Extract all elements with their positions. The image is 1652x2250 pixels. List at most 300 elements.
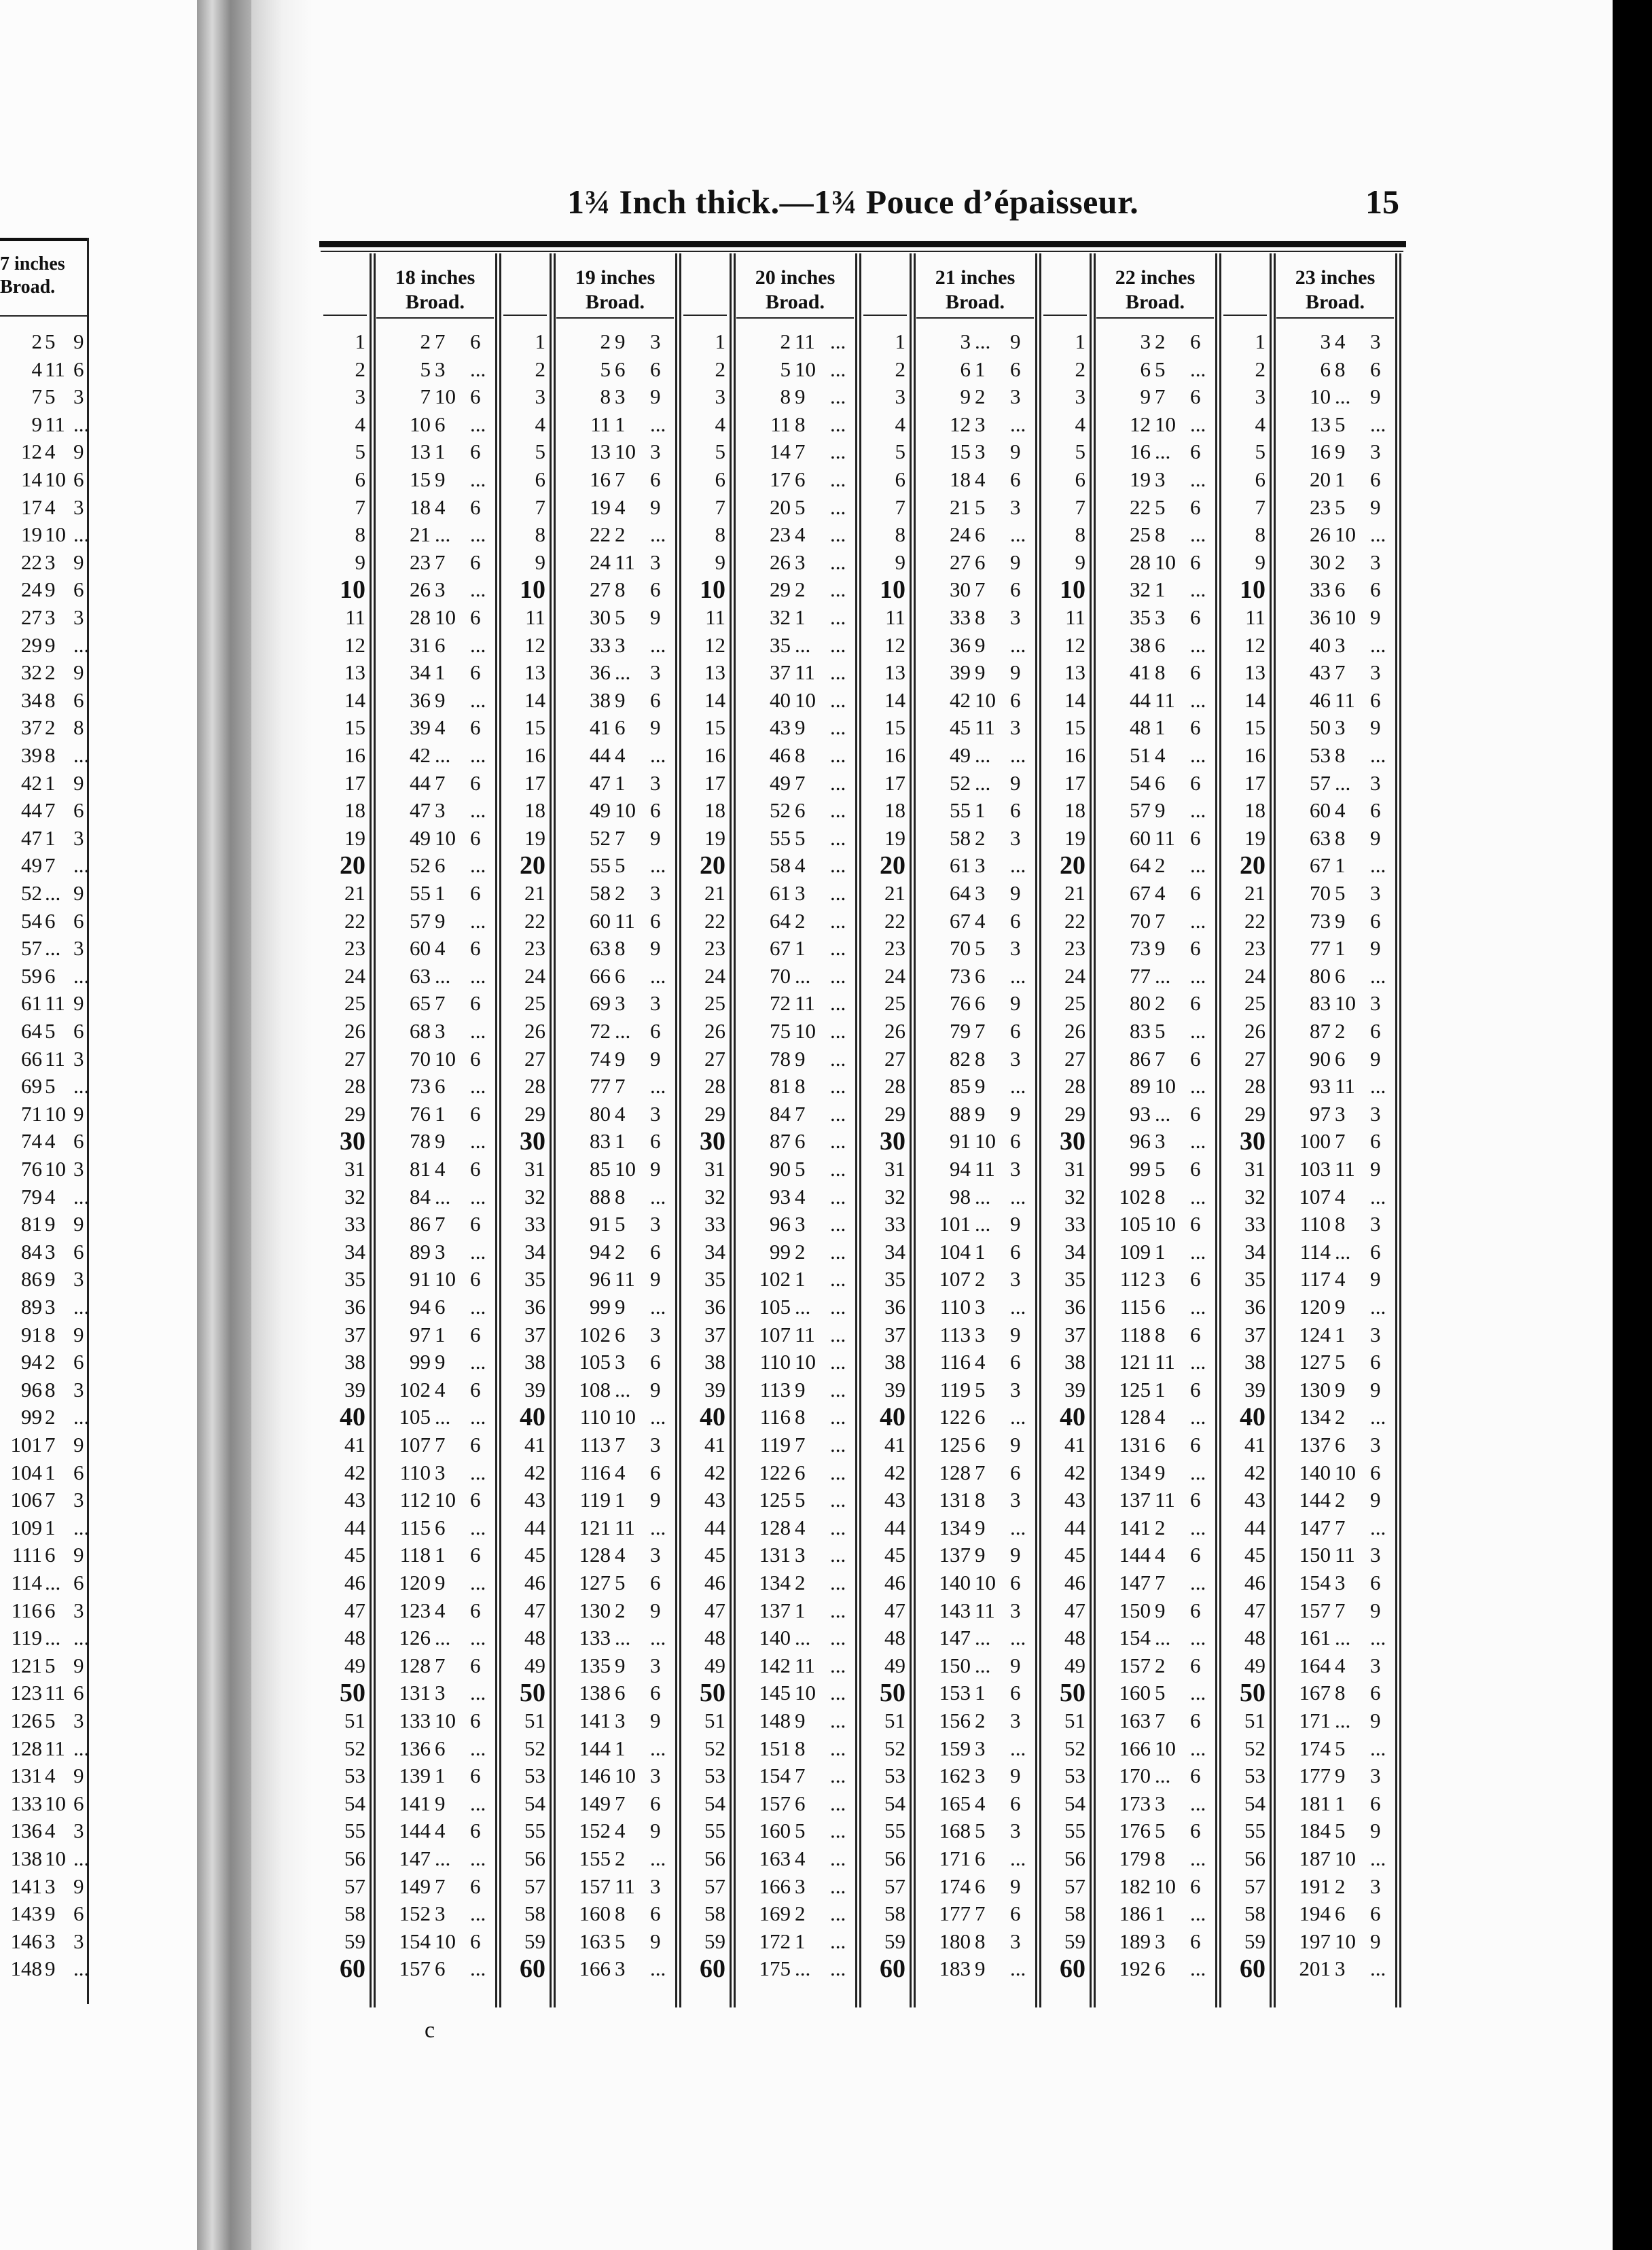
row-number: 4: [535, 412, 545, 436]
row-number: 11: [705, 605, 725, 629]
row-number: 10: [340, 575, 365, 605]
value-twelfths: 6: [1370, 798, 1381, 823]
value-inches: 8: [615, 1184, 626, 1209]
row-number: 57: [704, 1874, 725, 1898]
value-inches: 8: [45, 688, 56, 712]
value-twelfths: 3: [1010, 1598, 1021, 1622]
value-twelfths: 6: [1370, 1129, 1381, 1154]
value-feet: 8: [600, 385, 611, 409]
value-feet: 131: [399, 1681, 431, 1705]
value-twelfths: 6: [1370, 688, 1381, 712]
value-feet: 166: [579, 1957, 611, 1981]
row-number: 9: [1255, 550, 1265, 574]
row-number: 40: [1240, 1403, 1265, 1432]
row-number: 33: [1064, 1212, 1085, 1236]
value-twelfths: ...: [1190, 688, 1206, 712]
value-feet: 61: [770, 881, 791, 905]
value-inches: 4: [615, 1460, 626, 1484]
value-inches: 9: [795, 1709, 806, 1732]
value-twelfths: ...: [830, 715, 846, 740]
value-twelfths: 6: [1190, 881, 1201, 905]
value-inches: 11: [45, 1046, 65, 1071]
row-number: 36: [524, 1295, 545, 1319]
value-feet: 99: [590, 1295, 611, 1319]
value-twelfths: ...: [830, 1322, 846, 1346]
value-twelfths: ...: [650, 1074, 666, 1099]
value-twelfths: ...: [470, 1129, 486, 1154]
row-number: 14: [524, 688, 545, 712]
row-number: 36: [1064, 1295, 1085, 1319]
row-number: 14: [884, 688, 905, 712]
value-feet: 141: [579, 1709, 611, 1732]
value-twelfths: 9: [73, 1764, 84, 1788]
value-twelfths: 3: [73, 1819, 84, 1843]
value-feet: 144: [579, 1736, 611, 1760]
value-feet: 17: [21, 495, 42, 519]
value-twelfths: ...: [1010, 1846, 1026, 1870]
row-number: 46: [1244, 1571, 1265, 1594]
row-number: 27: [884, 1046, 905, 1071]
value-feet: 54: [21, 908, 42, 933]
value-feet: 91: [950, 1129, 971, 1154]
row-number: 51: [1244, 1709, 1265, 1732]
value-feet: 12: [950, 412, 971, 436]
row-number: 42: [1064, 1460, 1085, 1484]
value-twelfths: ...: [830, 1929, 846, 1953]
value-feet: 65: [410, 991, 431, 1016]
value-feet: 77: [1130, 963, 1151, 988]
value-feet: 86: [410, 1212, 431, 1236]
value-feet: 94: [410, 1295, 431, 1319]
value-twelfths: 6: [650, 1901, 661, 1926]
value-twelfths: 6: [1190, 991, 1201, 1016]
row-number: 24: [344, 963, 365, 988]
value-twelfths: ...: [1190, 1515, 1206, 1539]
value-twelfths: 9: [73, 329, 84, 353]
value-inches: 7: [435, 1874, 446, 1898]
value-twelfths: 6: [1010, 467, 1021, 491]
value-feet: 137: [1299, 1433, 1331, 1457]
value-feet: 74: [590, 1046, 611, 1071]
column-rule: [495, 253, 497, 2007]
value-twelfths: 6: [470, 1598, 481, 1622]
value-twelfths: ...: [1010, 963, 1026, 988]
value-twelfths: 6: [650, 1019, 661, 1043]
value-twelfths: 9: [650, 1377, 661, 1401]
value-feet: 110: [1299, 1212, 1331, 1236]
value-feet: 89: [410, 1239, 431, 1264]
value-twelfths: ...: [470, 1736, 486, 1760]
value-inches: 11: [615, 1267, 635, 1291]
row-number: 38: [524, 1350, 545, 1374]
value-twelfths: ...: [830, 440, 846, 464]
value-twelfths: 9: [650, 1709, 661, 1732]
row-number: 24: [1244, 963, 1265, 988]
previous-page: [0, 0, 204, 2250]
value-inches: 4: [435, 1598, 446, 1622]
row-number: 41: [1064, 1433, 1085, 1457]
value-feet: 120: [399, 1571, 431, 1594]
row-number: 12: [344, 632, 365, 657]
value-inches: 10: [435, 825, 456, 850]
value-twelfths: ...: [1370, 1405, 1386, 1429]
value-inches: 4: [1335, 1653, 1346, 1677]
value-inches: 4: [975, 1791, 986, 1815]
value-inches: 6: [1335, 1901, 1346, 1926]
row-number: 10: [700, 575, 725, 605]
row-number: 55: [344, 1819, 365, 1843]
value-twelfths: ...: [830, 1515, 846, 1539]
value-inches: 2: [795, 908, 806, 933]
row-number: 47: [1064, 1598, 1085, 1622]
value-inches: 5: [795, 1488, 806, 1512]
value-feet: 91: [410, 1267, 431, 1291]
row-number: 18: [344, 798, 365, 823]
row-number: 15: [704, 715, 725, 740]
value-inches: ...: [975, 1626, 991, 1650]
value-feet: 3: [960, 329, 971, 353]
value-inches: 3: [795, 1212, 806, 1236]
row-number: 49: [1244, 1653, 1265, 1677]
row-number: 41: [1244, 1433, 1265, 1457]
value-inches: 10: [435, 1267, 456, 1291]
value-inches: 9: [975, 632, 986, 657]
row-number: 20: [1060, 851, 1085, 880]
value-inches: 8: [1335, 743, 1346, 767]
value-twelfths: 6: [73, 688, 84, 712]
value-twelfths: ...: [1010, 1626, 1026, 1650]
value-feet: 38: [1130, 632, 1151, 657]
value-inches: 8: [1335, 357, 1346, 381]
value-inches: 2: [615, 1239, 626, 1264]
row-number: 23: [524, 936, 545, 961]
value-twelfths: ...: [830, 357, 846, 381]
value-twelfths: 9: [73, 1101, 84, 1126]
value-inches: 5: [45, 1709, 56, 1732]
value-inches: 1: [45, 1460, 56, 1484]
value-inches: 2: [975, 1709, 986, 1732]
value-twelfths: 6: [470, 1101, 481, 1126]
row-number: 22: [1064, 908, 1085, 933]
value-inches: 5: [45, 329, 56, 353]
value-twelfths: 6: [650, 577, 661, 602]
value-twelfths: ...: [650, 1736, 666, 1760]
row-number: 36: [704, 1295, 725, 1319]
value-feet: 123: [10, 1681, 42, 1705]
value-twelfths: 9: [1010, 1874, 1021, 1898]
value-inches: 4: [435, 1377, 446, 1401]
page-title: 1¾ Inch thick.—1¾ Pouce d’épaisseur.: [567, 183, 1139, 221]
value-inches: 11: [615, 1874, 635, 1898]
value-inches: 1: [1335, 1322, 1346, 1346]
row-number: 11: [885, 605, 905, 629]
value-twelfths: ...: [470, 467, 486, 491]
row-number: 20: [520, 851, 545, 880]
row-number: 40: [700, 1403, 725, 1432]
value-twelfths: 3: [650, 440, 661, 464]
value-inches: 5: [45, 385, 56, 409]
value-feet: 10: [410, 412, 431, 436]
row-number: 60: [700, 1954, 725, 1984]
value-inches: 9: [435, 688, 446, 712]
row-number: 31: [524, 1157, 545, 1181]
value-inches: 3: [975, 881, 986, 905]
value-twelfths: ...: [470, 798, 486, 823]
column-heading-line: Broad.: [766, 291, 825, 313]
value-inches: 10: [1155, 550, 1176, 574]
value-twelfths: 6: [1190, 660, 1201, 685]
value-feet: 125: [759, 1488, 791, 1512]
value-inches: 2: [795, 1571, 806, 1594]
value-twelfths: ...: [470, 522, 486, 547]
value-inches: 9: [435, 1571, 446, 1594]
value-twelfths: 3: [1010, 385, 1021, 409]
value-twelfths: 9: [1010, 1212, 1021, 1236]
row-number: 30: [1060, 1127, 1085, 1156]
value-inches: 1: [1155, 1377, 1166, 1401]
value-twelfths: ...: [1010, 632, 1026, 657]
row-number: 3: [1075, 385, 1085, 409]
value-inches: 8: [795, 743, 806, 767]
value-feet: 78: [770, 1046, 791, 1071]
value-inches: 5: [1335, 1350, 1346, 1374]
row-number: 48: [884, 1626, 905, 1650]
value-twelfths: ...: [830, 853, 846, 878]
row-number: 15: [524, 715, 545, 740]
value-feet: 4: [31, 357, 42, 381]
row-number: 29: [704, 1101, 725, 1126]
value-inches: 9: [1155, 936, 1166, 961]
value-twelfths: ...: [73, 1515, 90, 1539]
value-twelfths: 6: [470, 1046, 481, 1071]
value-feet: 55: [590, 853, 611, 878]
value-feet: 79: [21, 1184, 42, 1209]
value-twelfths: 6: [1010, 577, 1021, 602]
value-feet: 84: [770, 1101, 791, 1126]
value-twelfths: ...: [650, 1846, 666, 1870]
row-number: 48: [524, 1626, 545, 1650]
value-twelfths: 6: [470, 1653, 481, 1677]
value-feet: 148: [10, 1957, 42, 1981]
row-number: 50: [880, 1679, 905, 1708]
value-twelfths: 6: [470, 1709, 481, 1732]
value-twelfths: 6: [1370, 1901, 1381, 1926]
value-inches: 6: [435, 1515, 446, 1539]
value-twelfths: 6: [470, 1543, 481, 1567]
value-twelfths: ...: [1190, 1571, 1206, 1594]
value-inches: 1: [1155, 1239, 1166, 1264]
value-twelfths: 6: [1010, 1460, 1021, 1484]
value-feet: 119: [759, 1433, 791, 1457]
value-inches: 11: [975, 715, 995, 740]
value-feet: 7: [31, 385, 42, 409]
value-inches: 4: [435, 936, 446, 961]
value-feet: 160: [759, 1819, 791, 1843]
value-feet: 12: [1130, 412, 1151, 436]
value-twelfths: 6: [73, 1350, 84, 1374]
row-number: 23: [1064, 936, 1085, 961]
value-twelfths: ...: [1370, 632, 1386, 657]
value-inches: 6: [975, 1846, 986, 1870]
row-number: 38: [1244, 1350, 1265, 1374]
value-twelfths: 9: [73, 1433, 84, 1457]
value-inches: 7: [975, 1460, 986, 1484]
value-feet: 121: [579, 1515, 611, 1539]
value-twelfths: 9: [1010, 1653, 1021, 1677]
value-feet: 99: [770, 1239, 791, 1264]
row-number: 25: [1244, 991, 1265, 1016]
value-twelfths: 9: [73, 881, 84, 905]
value-inches: 6: [795, 798, 806, 823]
value-twelfths: 9: [1370, 1929, 1381, 1953]
value-twelfths: 3: [1010, 605, 1021, 629]
row-number: 15: [344, 715, 365, 740]
row-number: 34: [1244, 1239, 1265, 1264]
value-inches: ...: [435, 1626, 451, 1650]
value-twelfths: 3: [73, 1929, 84, 1953]
value-inches: 6: [1155, 632, 1166, 657]
row-number: 10: [880, 575, 905, 605]
value-inches: ...: [615, 1019, 631, 1043]
value-inches: 6: [435, 1957, 446, 1981]
row-number: 5: [1075, 440, 1085, 464]
value-twelfths: 6: [1370, 908, 1381, 933]
value-twelfths: ...: [470, 1515, 486, 1539]
value-inches: 4: [1155, 743, 1166, 767]
value-inches: 8: [975, 605, 986, 629]
row-number: 38: [344, 1350, 365, 1374]
value-inches: 2: [1335, 1405, 1346, 1429]
value-feet: 44: [1130, 688, 1151, 712]
value-feet: 110: [399, 1460, 431, 1484]
row-number: 4: [1255, 412, 1265, 436]
value-twelfths: 9: [650, 605, 661, 629]
row-number: 23: [1244, 936, 1265, 961]
value-feet: 57: [410, 908, 431, 933]
value-feet: 171: [939, 1846, 971, 1870]
value-twelfths: 3: [1010, 1488, 1021, 1512]
value-feet: 39: [950, 660, 971, 685]
row-number: 32: [1244, 1184, 1265, 1209]
value-feet: 110: [759, 1350, 791, 1374]
value-inches: 10: [45, 1791, 66, 1815]
column-heading: [375, 256, 495, 324]
row-number: 54: [1064, 1791, 1085, 1815]
value-feet: 42: [21, 770, 42, 795]
value-inches: 11: [975, 1157, 995, 1181]
value-twelfths: 6: [650, 798, 661, 823]
value-twelfths: 9: [73, 550, 84, 574]
value-feet: 93: [1130, 1101, 1151, 1126]
row-number: 14: [704, 688, 725, 712]
value-twelfths: ...: [73, 1957, 90, 1981]
row-number: 31: [344, 1157, 365, 1181]
row-number: 34: [884, 1239, 905, 1264]
value-feet: 36: [1310, 605, 1331, 629]
value-inches: 2: [1155, 1515, 1166, 1539]
value-inches: 3: [795, 1543, 806, 1567]
value-feet: 136: [10, 1819, 42, 1843]
value-inches: 3: [1155, 1929, 1166, 1953]
value-twelfths: 6: [73, 577, 84, 602]
value-twelfths: 9: [1370, 495, 1381, 519]
value-twelfths: ...: [830, 1791, 846, 1815]
value-twelfths: 6: [1370, 577, 1381, 602]
row-number: 44: [704, 1515, 725, 1539]
value-inches: 3: [615, 1957, 626, 1981]
row-number: 60: [520, 1954, 545, 1984]
value-inches: 3: [45, 605, 56, 629]
row-number: 41: [884, 1433, 905, 1457]
value-feet: 71: [21, 1101, 42, 1126]
value-twelfths: 6: [470, 1433, 481, 1457]
row-number: 14: [1244, 688, 1265, 712]
value-twelfths: 6: [470, 605, 481, 629]
value-feet: 160: [1119, 1681, 1151, 1705]
column-heading-line: 22 inches: [1115, 266, 1196, 289]
row-number: 9: [355, 550, 365, 574]
value-feet: 112: [399, 1488, 431, 1512]
value-inches: 9: [1335, 1377, 1346, 1401]
value-feet: 120: [1299, 1295, 1331, 1319]
value-twelfths: ...: [830, 798, 846, 823]
value-twelfths: 3: [1370, 1764, 1381, 1788]
row-number: 56: [884, 1846, 905, 1870]
value-feet: 9: [31, 412, 42, 436]
row-number: 38: [884, 1350, 905, 1374]
row-number: 2: [895, 357, 905, 381]
row-number: 54: [884, 1791, 905, 1815]
row-number: 23: [344, 936, 365, 961]
value-inches: 1: [435, 440, 446, 464]
value-feet: 164: [1299, 1653, 1331, 1677]
value-inches: 4: [1335, 1267, 1346, 1291]
value-feet: 58: [770, 853, 791, 878]
value-twelfths: 6: [1370, 1460, 1381, 1484]
value-inches: 10: [435, 605, 456, 629]
value-inches: ...: [1335, 770, 1351, 795]
value-inches: 7: [435, 1212, 446, 1236]
value-twelfths: 3: [73, 1046, 84, 1071]
value-twelfths: 9: [650, 825, 661, 850]
value-inches: 4: [975, 467, 986, 491]
row-number: 28: [344, 1074, 365, 1099]
prev-page-top-rule: [0, 238, 88, 241]
value-inches: 7: [615, 467, 626, 491]
row-number: 21: [524, 881, 545, 905]
row-number: 45: [1064, 1543, 1085, 1567]
row-number: 16: [1244, 743, 1265, 767]
value-feet: 149: [399, 1874, 431, 1898]
row-number: 12: [524, 632, 545, 657]
value-twelfths: 6: [1190, 1764, 1201, 1788]
value-feet: 3: [1140, 329, 1151, 353]
value-twelfths: 6: [470, 770, 481, 795]
value-inches: 11: [1335, 1074, 1355, 1099]
row-number: 58: [1244, 1901, 1265, 1926]
value-feet: 94: [950, 1157, 971, 1181]
value-inches: 3: [975, 853, 986, 878]
value-inches: 2: [615, 522, 626, 547]
row-number: 59: [344, 1929, 365, 1953]
value-feet: 166: [759, 1874, 791, 1898]
value-feet: 90: [770, 1157, 791, 1181]
value-feet: 156: [939, 1709, 971, 1732]
value-twelfths: ...: [830, 1488, 846, 1512]
row-number: 27: [704, 1046, 725, 1071]
value-inches: ...: [45, 881, 61, 905]
value-inches: 7: [975, 577, 986, 602]
